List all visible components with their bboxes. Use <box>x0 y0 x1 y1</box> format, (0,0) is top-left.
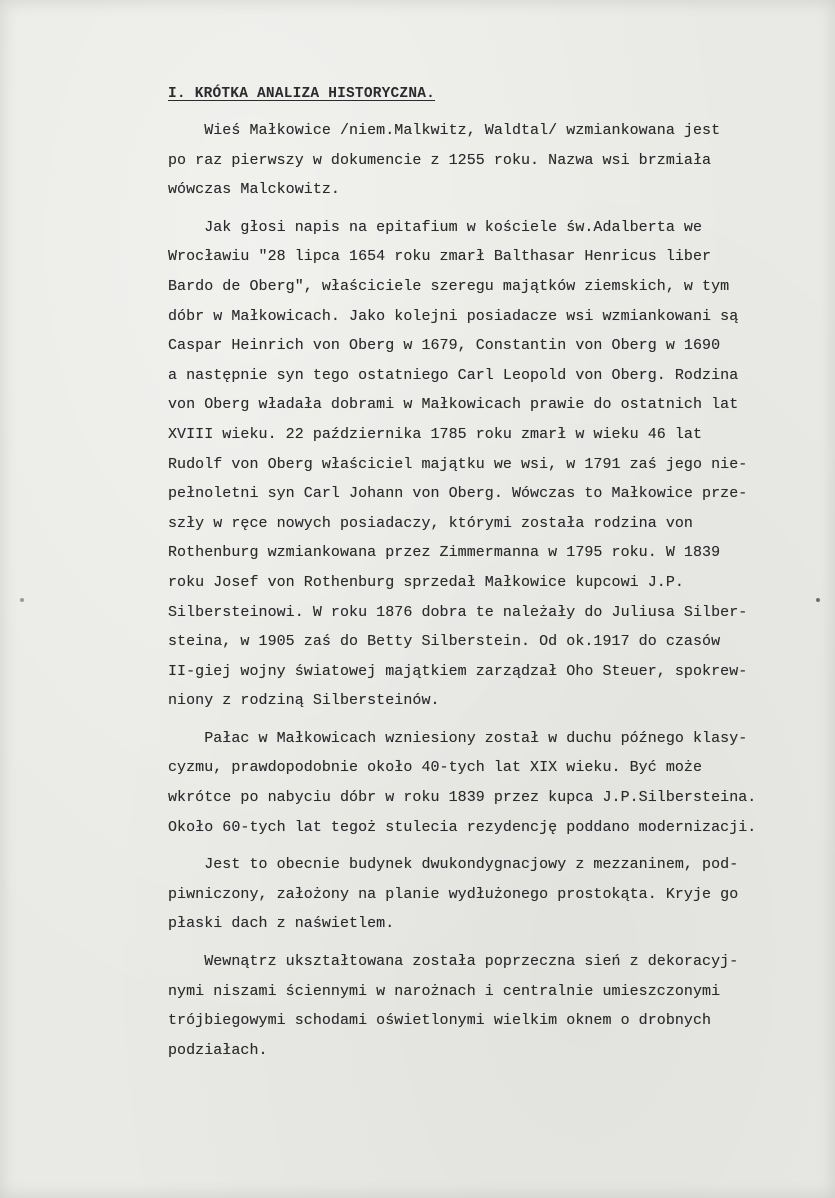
text-line: a następnie syn tego ostatniego Carl Leopold von Oberg. Rodzina <box>168 366 739 384</box>
margin-mark <box>816 598 820 602</box>
text-line: wkrótce po nabyciu dóbr w roku 1839 przez kupca J.P.Silbersteina. <box>168 789 757 807</box>
text-line: płaski dach z naświetlem. <box>168 915 395 933</box>
text-line: pełnoletni syn Carl Johann von Oberg. Wówczas to Małkowice prze- <box>168 485 748 503</box>
text-line: steina, w 1905 zaś do Betty Silberstein. Od ok.1917 do czasów <box>168 633 721 651</box>
paragraph-1 <box>168 116 808 205</box>
paragraph-2 <box>168 213 808 716</box>
text-line: Silbersteinowi. W roku 1876 dobra te należały do Juliusa Silber- <box>168 603 748 621</box>
text-line: dóbr w Małkowicach. Jako kolejni posiadacze wsi wzmiankowani są <box>168 307 739 325</box>
text-line: cyzmu, prawdopodobnie około 40-tych lat XIX wieku. Być może <box>168 759 703 777</box>
text-line: Wrocławiu "28 lipca 1654 roku zmarł Balthasar Henricus liber <box>168 248 712 266</box>
text-line: Bardo de Oberg", właściciele szeregu majątków ziemskich, w tym <box>168 277 730 295</box>
text-line: roku Josef von Rothenburg sprzedał Małkowice kupcowi J.P. <box>168 573 684 591</box>
paragraph-5 <box>168 947 808 1065</box>
text-line: trójbiegowymi schodami oświetlonymi wielkim oknem o drobnych <box>168 1012 712 1030</box>
text-line: podziałach. <box>168 1041 268 1059</box>
text-line: Caspar Heinrich von Oberg w 1679, Constantin von Oberg w 1690 <box>168 337 721 355</box>
text-line: piwniczony, założony na planie wydłużonego prostokąta. Kryje go <box>168 885 739 903</box>
text-line: wówczas Malckowitz. <box>168 181 340 199</box>
document-body <box>168 86 808 1073</box>
paragraph-3 <box>168 724 808 842</box>
text-line: von Oberg władała dobrami w Małkowicach prawie do ostatnich lat <box>168 396 739 414</box>
text-line: szły w ręce nowych posiadaczy, którymi została rodzina von <box>168 514 693 532</box>
text-line: Rothenburg wzmiankowana przez Zimmermanna w 1795 roku. W 1839 <box>168 544 721 562</box>
text-line: II-giej wojny światowej majątkiem zarządzał Oho Steuer, spokrew- <box>168 662 748 680</box>
section-heading: I. KRÓTKA ANALIZA HISTORYCZNA. <box>168 86 436 102</box>
text-line: Jest to obecnie budynek dwukondygnacjowy z mezzaninem, pod- <box>168 856 739 874</box>
text-line: niony z rodziną Silbersteinów. <box>168 692 440 710</box>
text-line: Wieś Małkowice /niem.Malkwitz, Waldtal/ wzmiankowana jest <box>168 122 721 139</box>
punch-hole-mark <box>20 598 24 602</box>
text-line: nymi niszami ściennymi w narożnach i centralnie umieszczonymi <box>168 982 721 1000</box>
paragraph-4 <box>168 850 808 939</box>
text-line: Około 60-tych lat tegoż stulecia rezydencję poddano modernizacji. <box>168 818 757 836</box>
text-line: XVIII wieku. 22 października 1785 roku zmarł w wieku 46 lat <box>168 425 703 443</box>
text-line: Jak głosi napis na epitafium w kościele św.Adalberta we <box>168 218 703 236</box>
text-line: po raz pierwszy w dokumencie z 1255 roku. Nazwa wsi brzmiała <box>168 151 712 169</box>
text-line: Wewnątrz ukształtowana została poprzeczna sień z dekoracyj- <box>168 953 739 971</box>
text-line: Pałac w Małkowicach wzniesiony został w duchu późnego klasy- <box>168 729 748 747</box>
text-line: Rudolf von Oberg właściciel majątku we wsi, w 1791 zaś jego nie- <box>168 455 748 473</box>
